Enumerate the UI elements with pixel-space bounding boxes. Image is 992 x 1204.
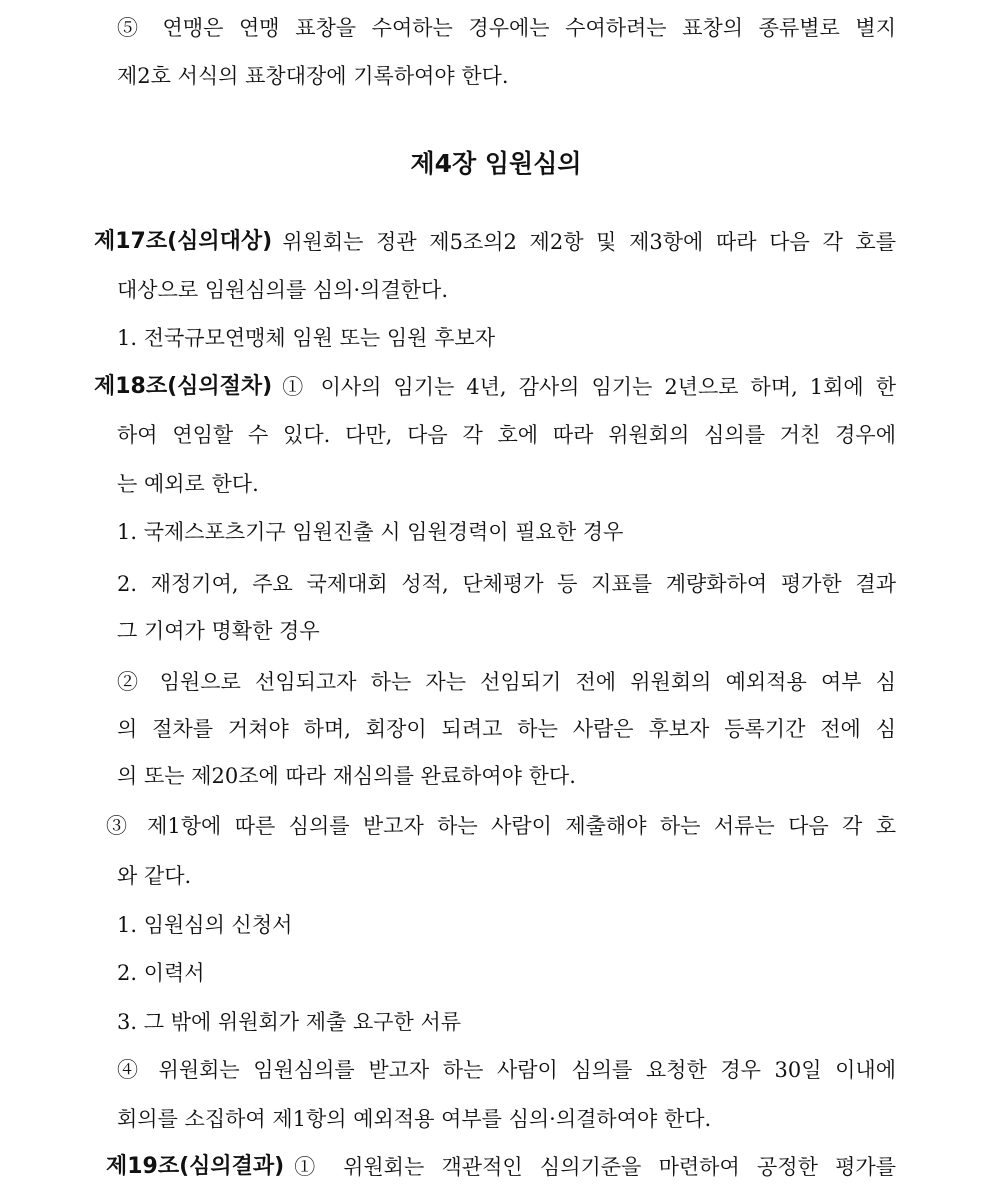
article-18-text: ① 이사의 임기는 4년, 감사의 임기는 2년으로 하며, 1회에 한 bbox=[282, 375, 896, 399]
article-18-line-2: 하여 연임할 수 있다. 다만, 다음 각 호에 따라 위원회의 심의를 거친 경우에 bbox=[117, 423, 896, 447]
article-17-text: 위원회는 정관 제5조의2 제2항 및 제3항에 따라 다음 각 호를 bbox=[282, 230, 896, 254]
chapter-heading: 제4장 임원심의 bbox=[410, 149, 582, 178]
article-18-paragraph-2-line-1: ② 임원으로 선임되고자 하는 자는 선임되기 전에 위원회의 예외적용 여부 심 bbox=[117, 670, 896, 694]
article-18-item-2-line-2: 그 기여가 명확한 경우 bbox=[117, 619, 320, 643]
article-18-label: 제18조(심의절차) bbox=[94, 374, 273, 399]
article-17-label: 제17조(심의대상) bbox=[94, 229, 273, 254]
article-18-heading-line bbox=[0, 363, 992, 411]
article-18-document-1: 1. 임원심의 신청서 bbox=[117, 913, 293, 937]
article-18-paragraph-3-line-1: ③ 제1항에 따른 심의를 받고자 하는 사람이 제출해야 하는 서류는 다음 각 호 bbox=[106, 814, 896, 838]
article-18-paragraph-2-line-3: 의 또는 제20조에 따라 재심의를 완료하여야 한다. bbox=[117, 764, 576, 788]
article-18-paragraph-4-line-2: 회의를 소집하여 제1항의 예외적용 여부를 심의·의결하여야 한다. bbox=[117, 1107, 712, 1131]
article-19-text: ① 위원회는 객관적인 심의기준을 마련하여 공정한 평가를 bbox=[294, 1155, 896, 1179]
article-17-heading-line bbox=[0, 218, 992, 266]
article-18-item-2-line-1: 2. 재정기여, 주요 국제대회 성적, 단체평가 등 지표를 계량화하여 평가한 결과 bbox=[117, 572, 896, 596]
paragraph-5-line-1: ⑤ 연맹은 연맹 표창을 수여하는 경우에는 수여하려는 표창의 종류별로 별지 bbox=[117, 16, 896, 40]
article-17-item-1: 1. 전국규모연맹체 임원 또는 임원 후보자 bbox=[117, 326, 495, 350]
article-17-line-2: 대상으로 임원심의를 심의·의결한다. bbox=[117, 278, 448, 302]
article-19-label: 제19조(심의결과) bbox=[106, 1154, 285, 1179]
article-18-paragraph-2-line-2: 의 절차를 거쳐야 하며, 회장이 되려고 하는 사람은 후보자 등록기간 전에 심 bbox=[117, 717, 896, 741]
article-18-document-3: 3. 그 밖에 위원회가 제출 요구한 서류 bbox=[117, 1010, 462, 1034]
paragraph-5-line-2: 제2호 서식의 표창대장에 기록하여야 한다. bbox=[117, 64, 509, 88]
article-18-paragraph-4-line-1: ④ 위원회는 임원심의를 받고자 하는 사람이 심의를 요청한 경우 30일 이내에 bbox=[117, 1058, 896, 1082]
article-18-paragraph-3-line-2: 와 같다. bbox=[117, 864, 192, 888]
article-19-heading-line bbox=[0, 1143, 992, 1191]
article-18-item-1: 1. 국제스포츠기구 임원진출 시 임원경력이 필요한 경우 bbox=[117, 520, 624, 544]
article-18-line-3: 는 예외로 한다. bbox=[117, 472, 259, 496]
article-18-document-2: 2. 이력서 bbox=[117, 961, 205, 985]
